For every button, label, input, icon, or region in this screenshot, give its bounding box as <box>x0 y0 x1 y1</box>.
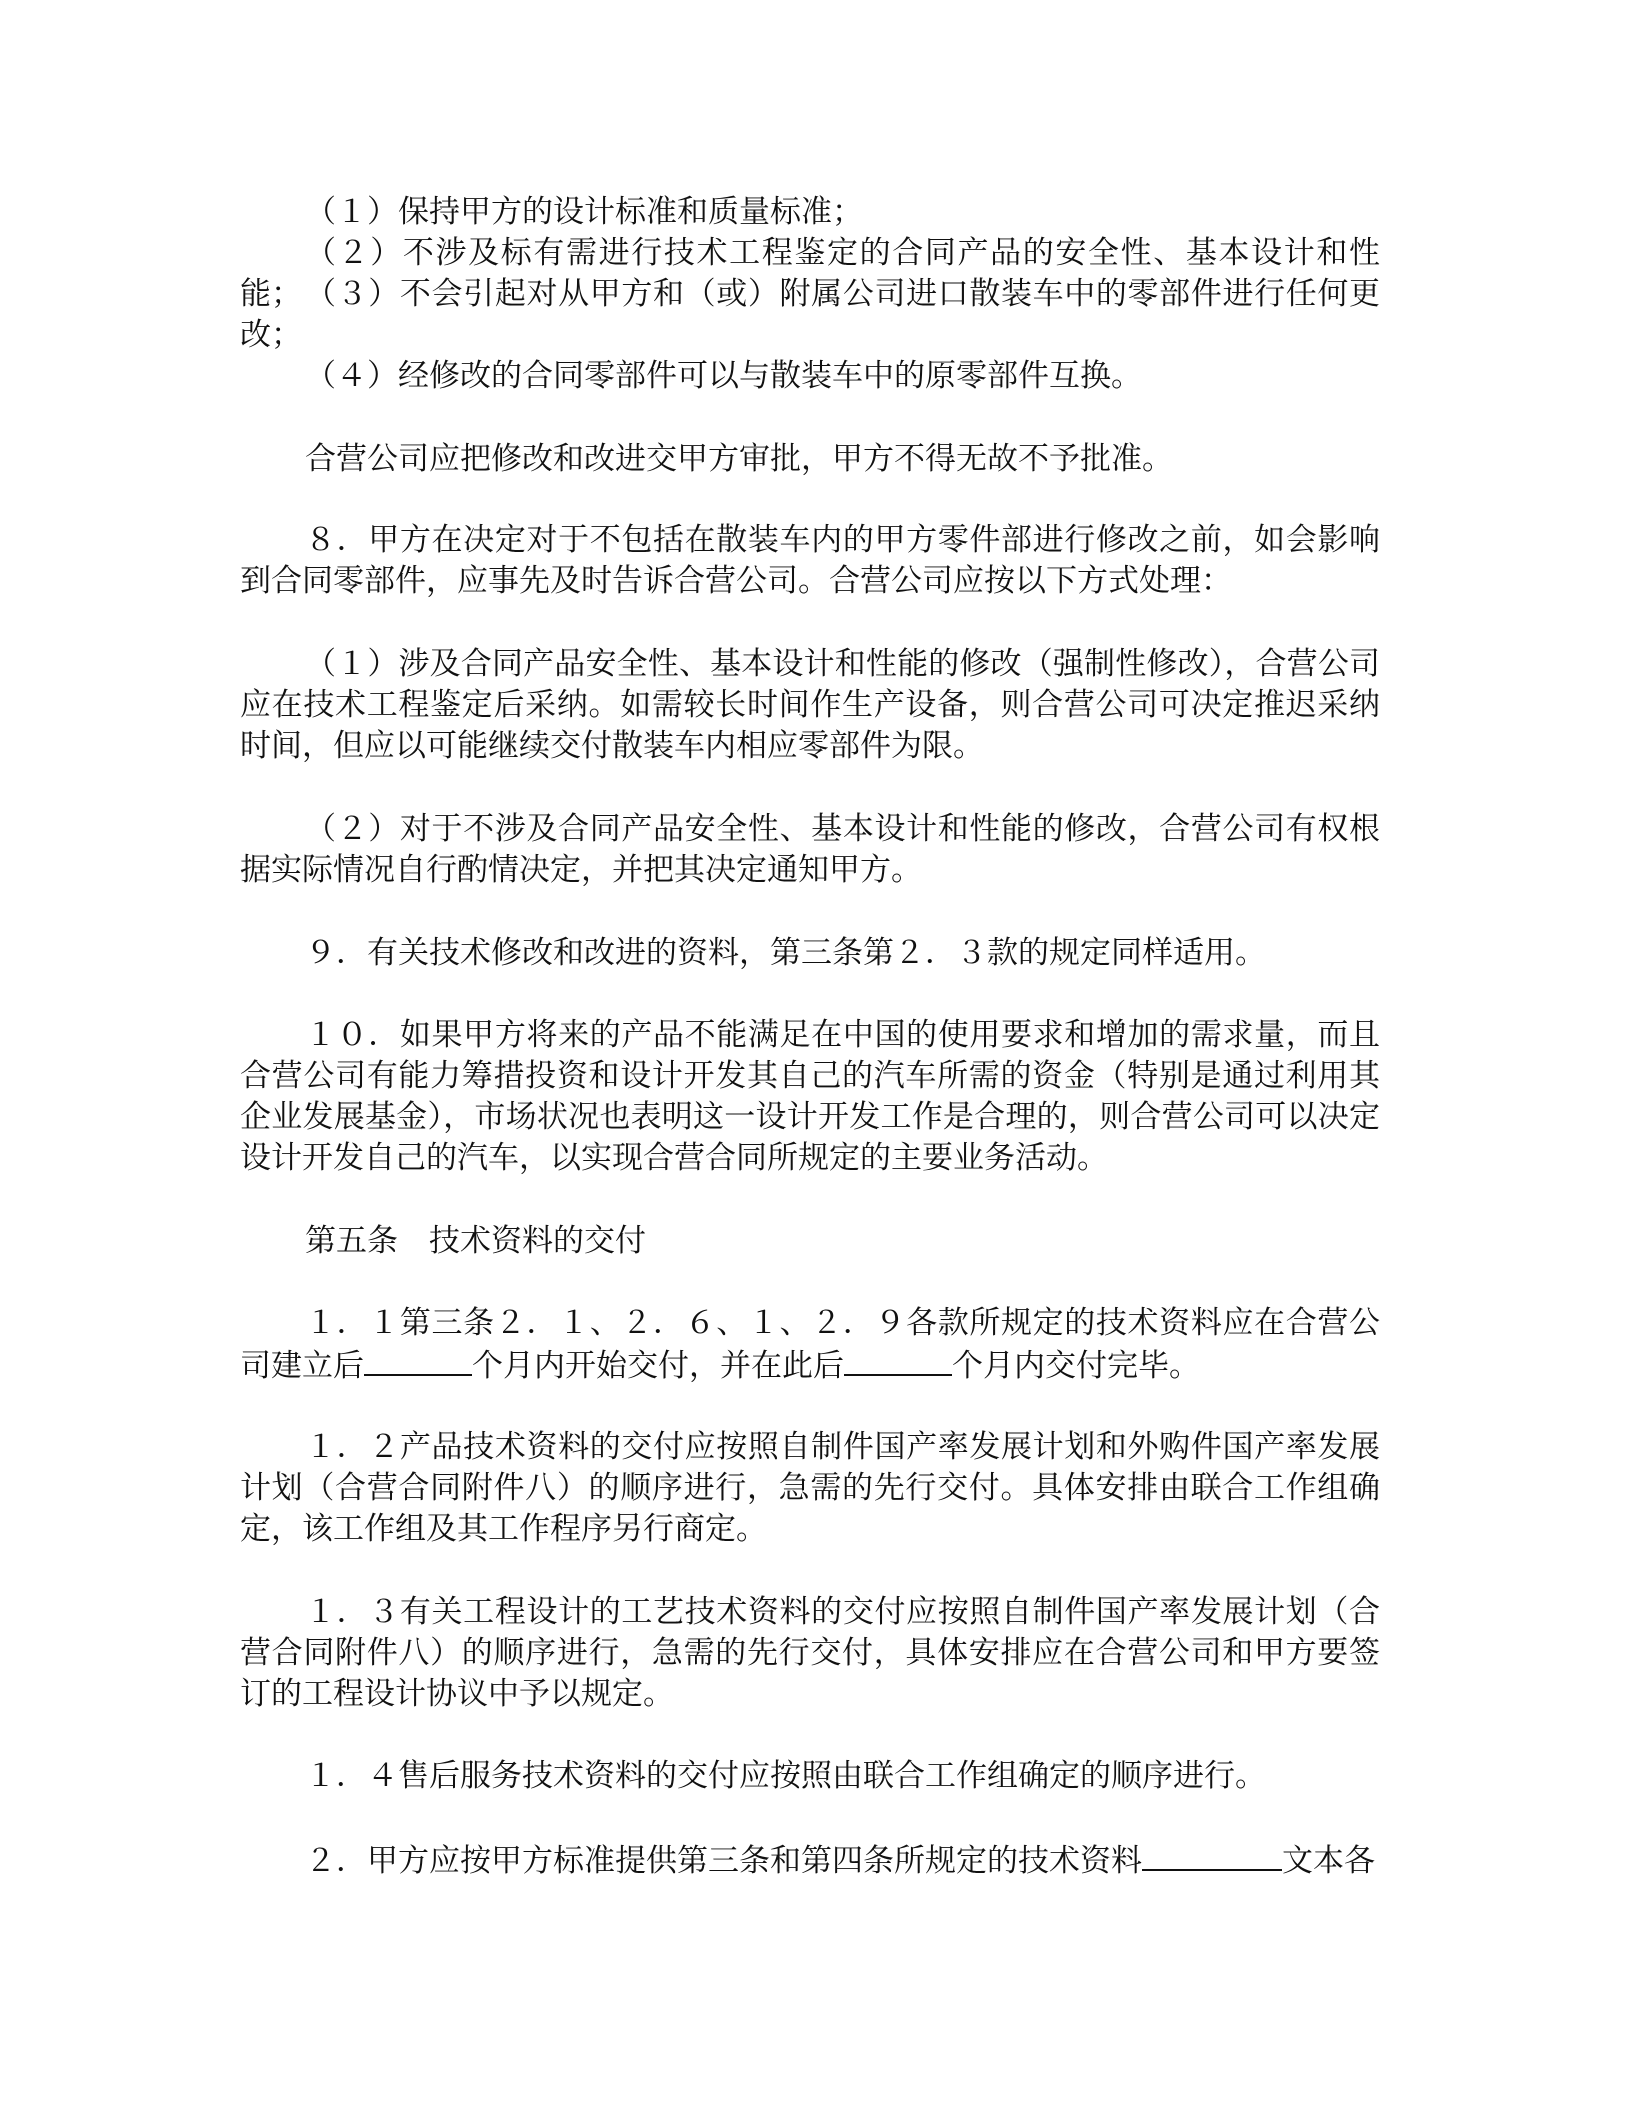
clause-1-1-text-a: １．１第三条２．１、２．６、１、２．９各款所规定的技术资料应在合营公司建立后 <box>240 1305 1380 1384</box>
clause-1-3: １．３有关工程设计的工艺技术资料的交付应按照自制件国产率发展计划（合营合同附件八）的顺序进行，急需的先行交付，具体安排应在合营公司和甲方要签订的工程设计协议中予以规定。 <box>240 1594 1380 1712</box>
clause-1-4: １．４售后服务技术资料的交付应按照由联合工作组确定的顺序进行。 <box>305 1758 1266 1794</box>
clause-8-item-2: （２）对于不涉及合同产品安全性、基本设计和性能的修改，合营公司有权根据实际情况自行酌情决定，并把其决定通知甲方。 <box>240 811 1380 888</box>
blank-field <box>364 1344 472 1376</box>
clause-1-1-text-b: 个月内开始交付，并在此后 <box>472 1348 844 1384</box>
article-5-heading: 第五条 技术资料的交付 <box>305 1223 646 1259</box>
clause-1-2: １．２产品技术资料的交付应按照自制件国产率发展计划和外购件国产率发展计划（合营合同附件八）的顺序进行，急需的先行交付。具体安排由联合工作组确定，该工作组及其工作程序另行商定。 <box>240 1429 1380 1547</box>
clause-item-3: （３）不会引起对从甲方和（或）附属公司进口散装车中的零部件进行任何更改； <box>240 276 1380 353</box>
clause-8: ８．甲方在决定对于不包括在散装车内的甲方零件部进行修改之前，如会影响到合同零部件，应事先及时告诉合营公司。合营公司应按以下方式处理： <box>240 522 1380 599</box>
blank-field <box>844 1344 952 1376</box>
clause-item-4: （４）经修改的合同零部件可以与散装车中的原零部件互换。 <box>305 358 1142 394</box>
clause-1-1 <box>240 1303 1380 1387</box>
clause-2 <box>240 1839 1380 1882</box>
clause-item-2: （２）不涉及标有需进行技术工程鉴定的合同产品的安全性、基本设计和性能； <box>240 235 1380 312</box>
clause-item-1: （１）保持甲方的设计标准和质量标准； <box>305 194 863 230</box>
clause-10: １０．如果甲方将来的产品不能满足在中国的使用要求和增加的需求量，而且合营公司有能力筹措投资和设计开发其自己的汽车所需的资金（特别是通过利用其企业发展基金），市场状况也表明这一设计开发工作是合理的，则合营公司可以决定设计开发自己的汽车，以实现合营合同所规定的主要业务活动。 <box>240 1017 1380 1176</box>
clause-9: ９．有关技术修改和改进的资料，第三条第２．３款的规定同样适用。 <box>305 935 1266 971</box>
blank-field <box>1142 1839 1282 1871</box>
clause-2-text-b: 文本各 <box>1282 1843 1375 1879</box>
clause-2-text-a: ２．甲方应按甲方标准提供第三条和第四条所规定的技术资料 <box>305 1843 1142 1879</box>
approval-paragraph: 合营公司应把修改和改进交甲方审批，甲方不得无故不予批准。 <box>305 441 1173 477</box>
clause-1-1-text-c: 个月内交付完毕。 <box>952 1348 1200 1384</box>
clause-8-item-1: （１）涉及合同产品安全性、基本设计和性能的修改（强制性修改），合营公司应在技术工程鉴定后采纳。如需较长时间作生产设备，则合营公司可决定推迟采纳时间，但应以可能继续交付散装车内相应零部件为限。 <box>240 646 1380 764</box>
